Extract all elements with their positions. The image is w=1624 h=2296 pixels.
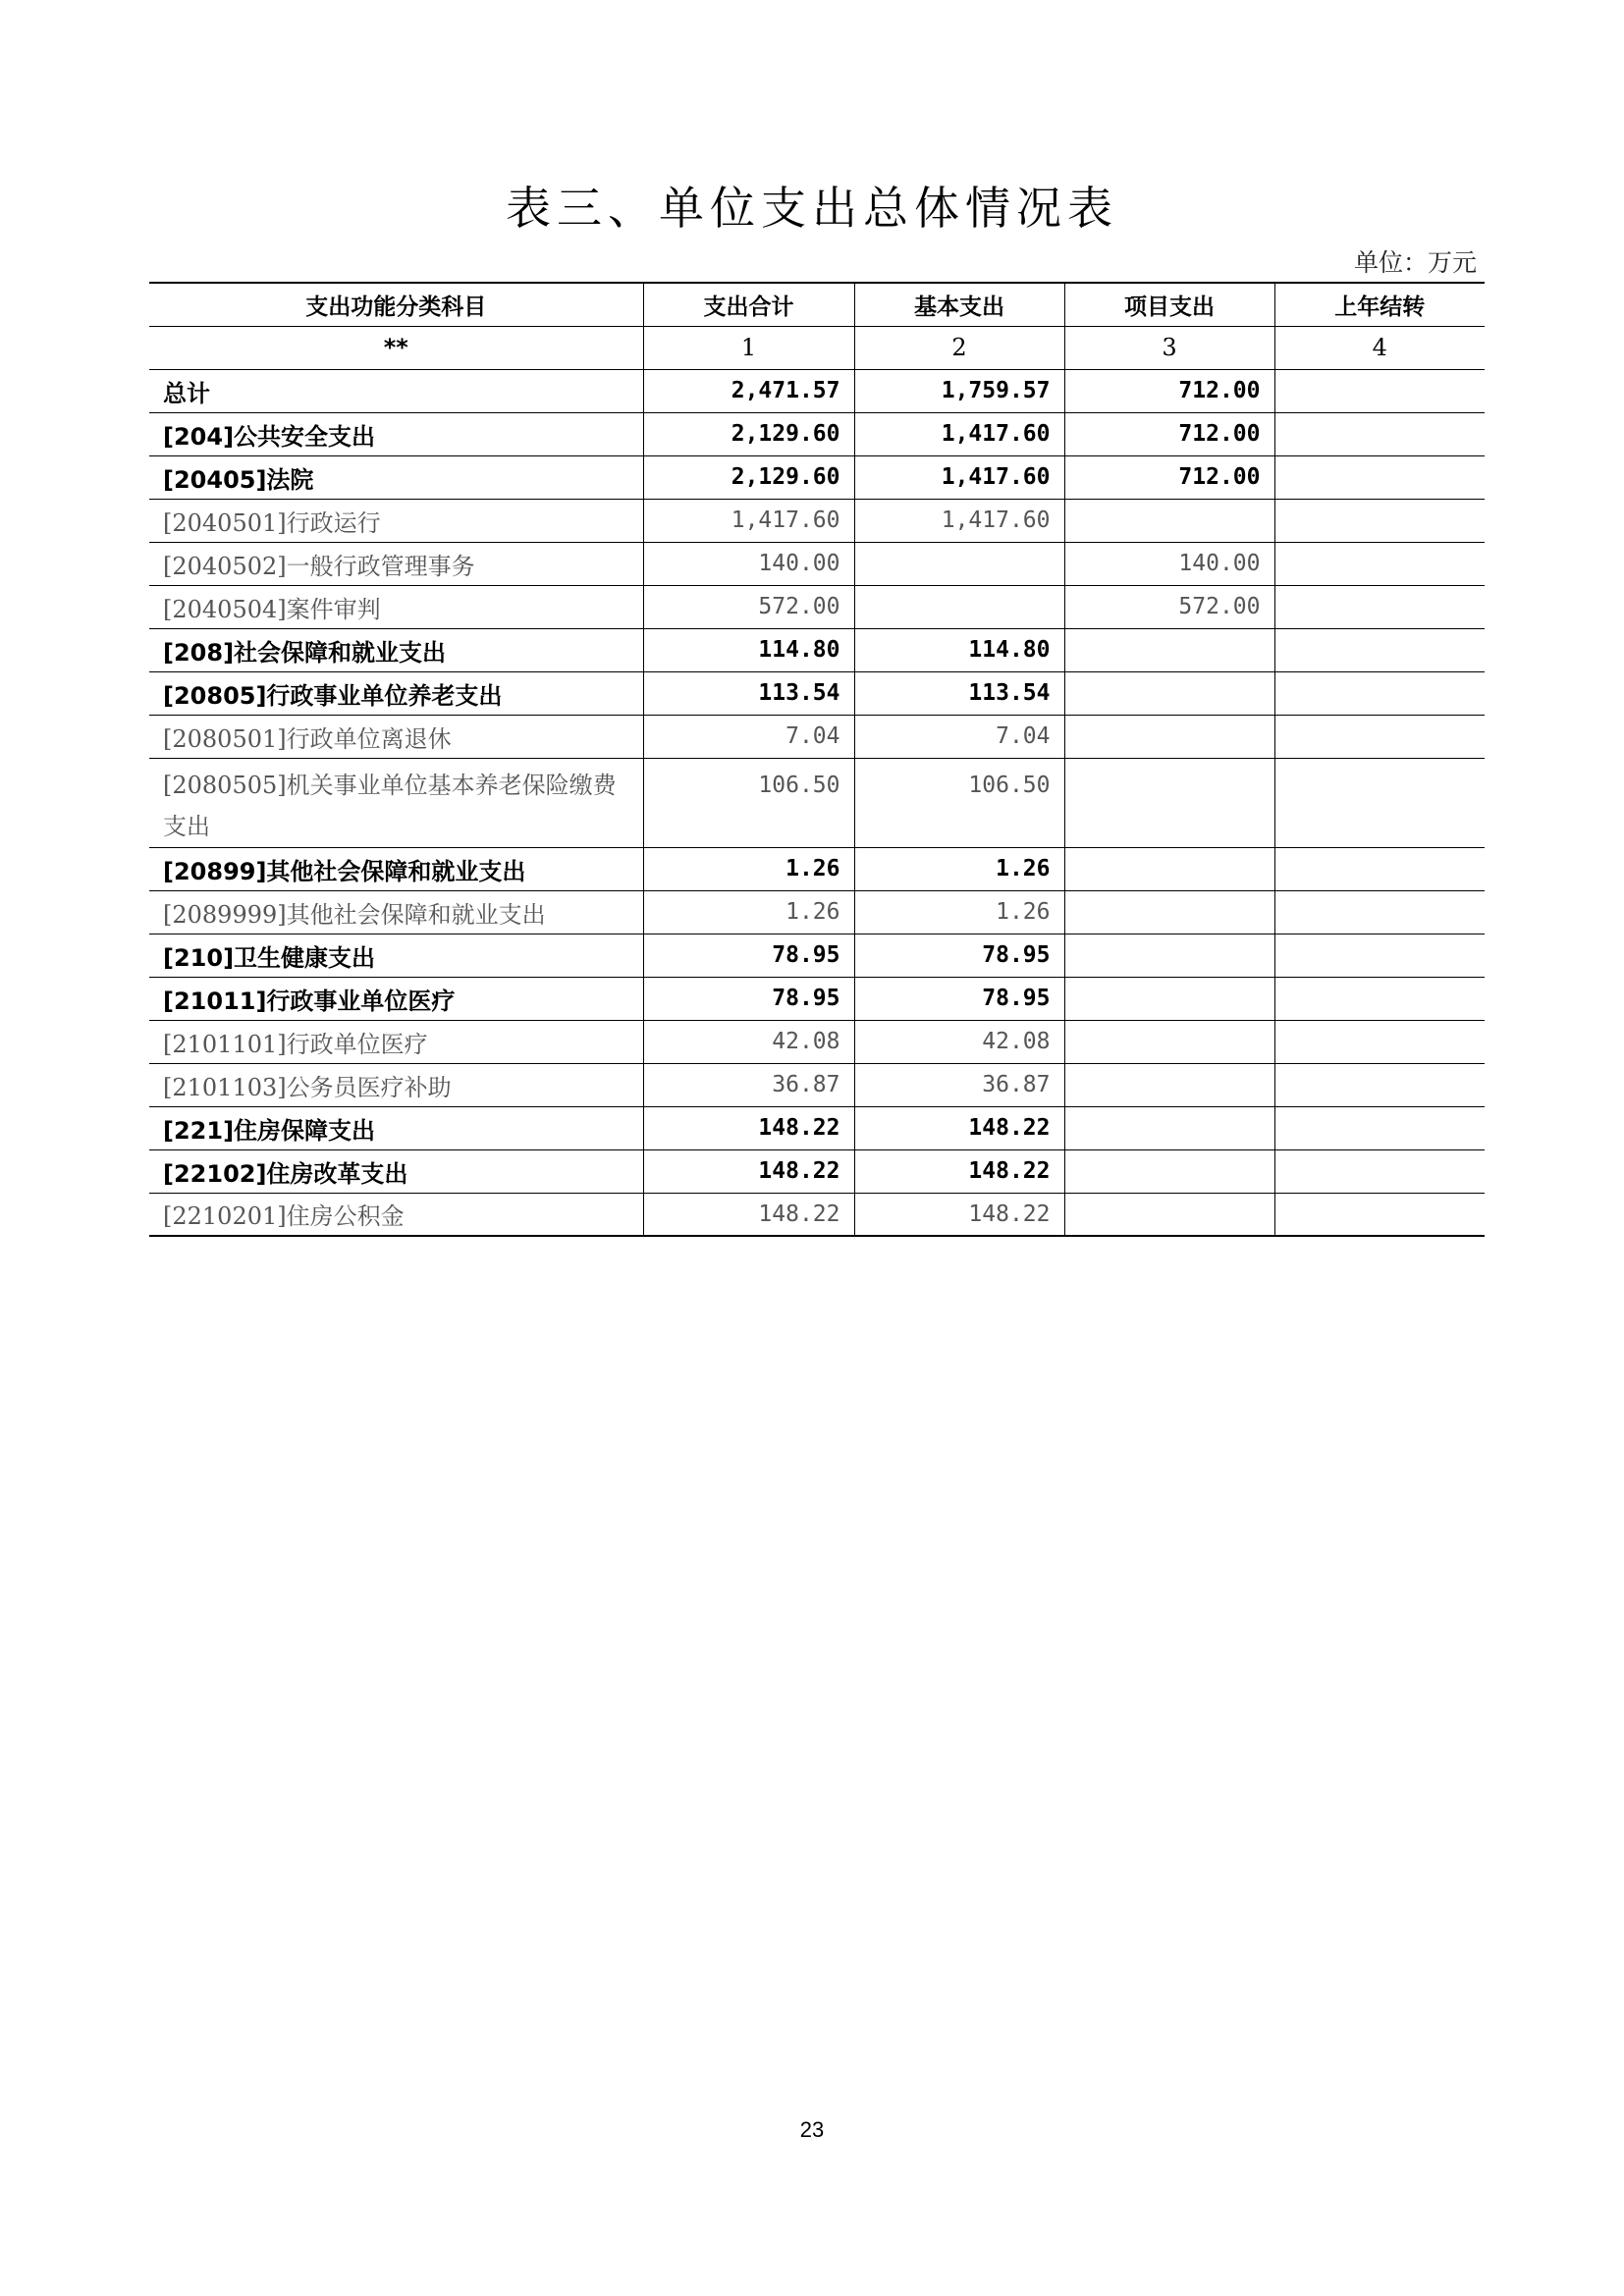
cell-basic xyxy=(854,585,1064,628)
table-row xyxy=(149,671,1485,715)
cell-project xyxy=(1064,758,1274,847)
cell-subject: [2080505]机关事业单位基本养老保险缴费支出 xyxy=(149,758,643,847)
table-row xyxy=(149,715,1485,758)
cell-carryover xyxy=(1274,977,1485,1020)
header-carryover: 上年结转 xyxy=(1274,283,1485,326)
cell-subject: [20899]其他社会保障和就业支出 xyxy=(149,847,643,890)
table-row xyxy=(149,1063,1485,1106)
table-row xyxy=(149,847,1485,890)
cell-total: 2,471.57 xyxy=(643,369,854,412)
cell-subject: [2089999]其他社会保障和就业支出 xyxy=(149,890,643,934)
table-row xyxy=(149,499,1485,542)
cell-project xyxy=(1064,1149,1274,1193)
cell-project: 712.00 xyxy=(1064,412,1274,455)
cell-subject: [2080501]行政单位离退休 xyxy=(149,715,643,758)
cell-total: 36.87 xyxy=(643,1063,854,1106)
header-project: 项目支出 xyxy=(1064,283,1274,326)
cell-project: 712.00 xyxy=(1064,455,1274,499)
expenditure-table xyxy=(149,282,1485,1237)
cell-carryover xyxy=(1274,934,1485,977)
table-row xyxy=(149,758,1485,847)
cell-total: 148.22 xyxy=(643,1193,854,1236)
cell-project xyxy=(1064,977,1274,1020)
cell-basic: 1,417.60 xyxy=(854,499,1064,542)
cell-total: 78.95 xyxy=(643,977,854,1020)
cell-carryover xyxy=(1274,369,1485,412)
cell-total: 2,129.60 xyxy=(643,412,854,455)
cell-basic: 78.95 xyxy=(854,977,1064,1020)
cell-basic: 148.22 xyxy=(854,1106,1064,1149)
cell-basic: 1.26 xyxy=(854,890,1064,934)
cell-project xyxy=(1064,934,1274,977)
page-number: 23 xyxy=(799,2117,825,2142)
table-header-row xyxy=(149,283,1485,326)
cell-project: 140.00 xyxy=(1064,542,1274,585)
cell-basic: 78.95 xyxy=(854,934,1064,977)
cell-basic: 148.22 xyxy=(854,1193,1064,1236)
cell-carryover xyxy=(1274,628,1485,671)
table-row xyxy=(149,1106,1485,1149)
cell-basic xyxy=(854,542,1064,585)
cell-total: 78.95 xyxy=(643,934,854,977)
cell-carryover xyxy=(1274,455,1485,499)
table-row xyxy=(149,977,1485,1020)
index-cell: 1 xyxy=(643,326,854,369)
cell-total: 148.22 xyxy=(643,1149,854,1193)
cell-total: 42.08 xyxy=(643,1020,854,1063)
cell-subject: [2040502]一般行政管理事务 xyxy=(149,542,643,585)
cell-subject: [208]社会保障和就业支出 xyxy=(149,628,643,671)
table-row xyxy=(149,455,1485,499)
cell-total: 1.26 xyxy=(643,847,854,890)
cell-basic: 148.22 xyxy=(854,1149,1064,1193)
cell-carryover xyxy=(1274,847,1485,890)
cell-carryover xyxy=(1274,542,1485,585)
cell-subject: [2101103]公务员医疗补助 xyxy=(149,1063,643,1106)
cell-subject: [2040501]行政运行 xyxy=(149,499,643,542)
cell-basic: 36.87 xyxy=(854,1063,1064,1106)
cell-carryover xyxy=(1274,1020,1485,1063)
header-basic: 基本支出 xyxy=(854,283,1064,326)
index-cell: ** xyxy=(149,326,643,369)
cell-subject: [2210201]住房公积金 xyxy=(149,1193,643,1236)
cell-carryover xyxy=(1274,715,1485,758)
cell-carryover xyxy=(1274,1063,1485,1106)
cell-subject: [20405]法院 xyxy=(149,455,643,499)
cell-subject: [20805]行政事业单位养老支出 xyxy=(149,671,643,715)
cell-basic: 114.80 xyxy=(854,628,1064,671)
cell-subject: [204]公共安全支出 xyxy=(149,412,643,455)
cell-project: 712.00 xyxy=(1064,369,1274,412)
cell-basic: 42.08 xyxy=(854,1020,1064,1063)
column-index-row xyxy=(149,326,1485,369)
table-row xyxy=(149,890,1485,934)
cell-carryover xyxy=(1274,671,1485,715)
table-row xyxy=(149,412,1485,455)
unit-label: 单位：万元 xyxy=(1353,248,1477,277)
table-row xyxy=(149,369,1485,412)
cell-subject: [2101101]行政单位医疗 xyxy=(149,1020,643,1063)
table-row xyxy=(149,1149,1485,1193)
cell-project xyxy=(1064,1193,1274,1236)
cell-project xyxy=(1064,890,1274,934)
header-subject: 支出功能分类科目 xyxy=(149,283,643,326)
index-cell: 2 xyxy=(854,326,1064,369)
cell-total: 113.54 xyxy=(643,671,854,715)
header-total: 支出合计 xyxy=(643,283,854,326)
cell-subject: [21011]行政事业单位医疗 xyxy=(149,977,643,1020)
table-row xyxy=(149,1193,1485,1236)
cell-total: 572.00 xyxy=(643,585,854,628)
cell-basic: 106.50 xyxy=(854,758,1064,847)
table-row xyxy=(149,585,1485,628)
cell-carryover xyxy=(1274,890,1485,934)
cell-basic: 1.26 xyxy=(854,847,1064,890)
cell-carryover xyxy=(1274,758,1485,847)
table-row xyxy=(149,628,1485,671)
cell-basic: 113.54 xyxy=(854,671,1064,715)
cell-total: 114.80 xyxy=(643,628,854,671)
cell-project xyxy=(1064,847,1274,890)
index-cell: 3 xyxy=(1064,326,1274,369)
cell-subject: [210]卫生健康支出 xyxy=(149,934,643,977)
cell-project xyxy=(1064,1020,1274,1063)
table-row xyxy=(149,542,1485,585)
page-title: 表三、单位支出总体情况表 xyxy=(506,182,1118,235)
cell-carryover xyxy=(1274,1193,1485,1236)
table-row xyxy=(149,1020,1485,1063)
cell-total: 1,417.60 xyxy=(643,499,854,542)
cell-carryover xyxy=(1274,499,1485,542)
cell-carryover xyxy=(1274,585,1485,628)
cell-project xyxy=(1064,628,1274,671)
index-cell: 4 xyxy=(1274,326,1485,369)
cell-subject: [221]住房保障支出 xyxy=(149,1106,643,1149)
cell-project xyxy=(1064,671,1274,715)
cell-total: 148.22 xyxy=(643,1106,854,1149)
cell-total: 7.04 xyxy=(643,715,854,758)
cell-carryover xyxy=(1274,1106,1485,1149)
cell-basic: 7.04 xyxy=(854,715,1064,758)
cell-project xyxy=(1064,715,1274,758)
cell-project: 572.00 xyxy=(1064,585,1274,628)
cell-subject: [22102]住房改革支出 xyxy=(149,1149,643,1193)
cell-basic: 1,417.60 xyxy=(854,412,1064,455)
cell-carryover xyxy=(1274,1149,1485,1193)
cell-total: 1.26 xyxy=(643,890,854,934)
cell-project xyxy=(1064,1063,1274,1106)
cell-project xyxy=(1064,1106,1274,1149)
cell-basic: 1,759.57 xyxy=(854,369,1064,412)
cell-total: 140.00 xyxy=(643,542,854,585)
cell-project xyxy=(1064,499,1274,542)
cell-basic: 1,417.60 xyxy=(854,455,1064,499)
cell-subject: [2040504]案件审判 xyxy=(149,585,643,628)
cell-total: 106.50 xyxy=(643,758,854,847)
cell-total: 2,129.60 xyxy=(643,455,854,499)
cell-carryover xyxy=(1274,412,1485,455)
table-row xyxy=(149,934,1485,977)
cell-subject: 总计 xyxy=(149,369,643,412)
